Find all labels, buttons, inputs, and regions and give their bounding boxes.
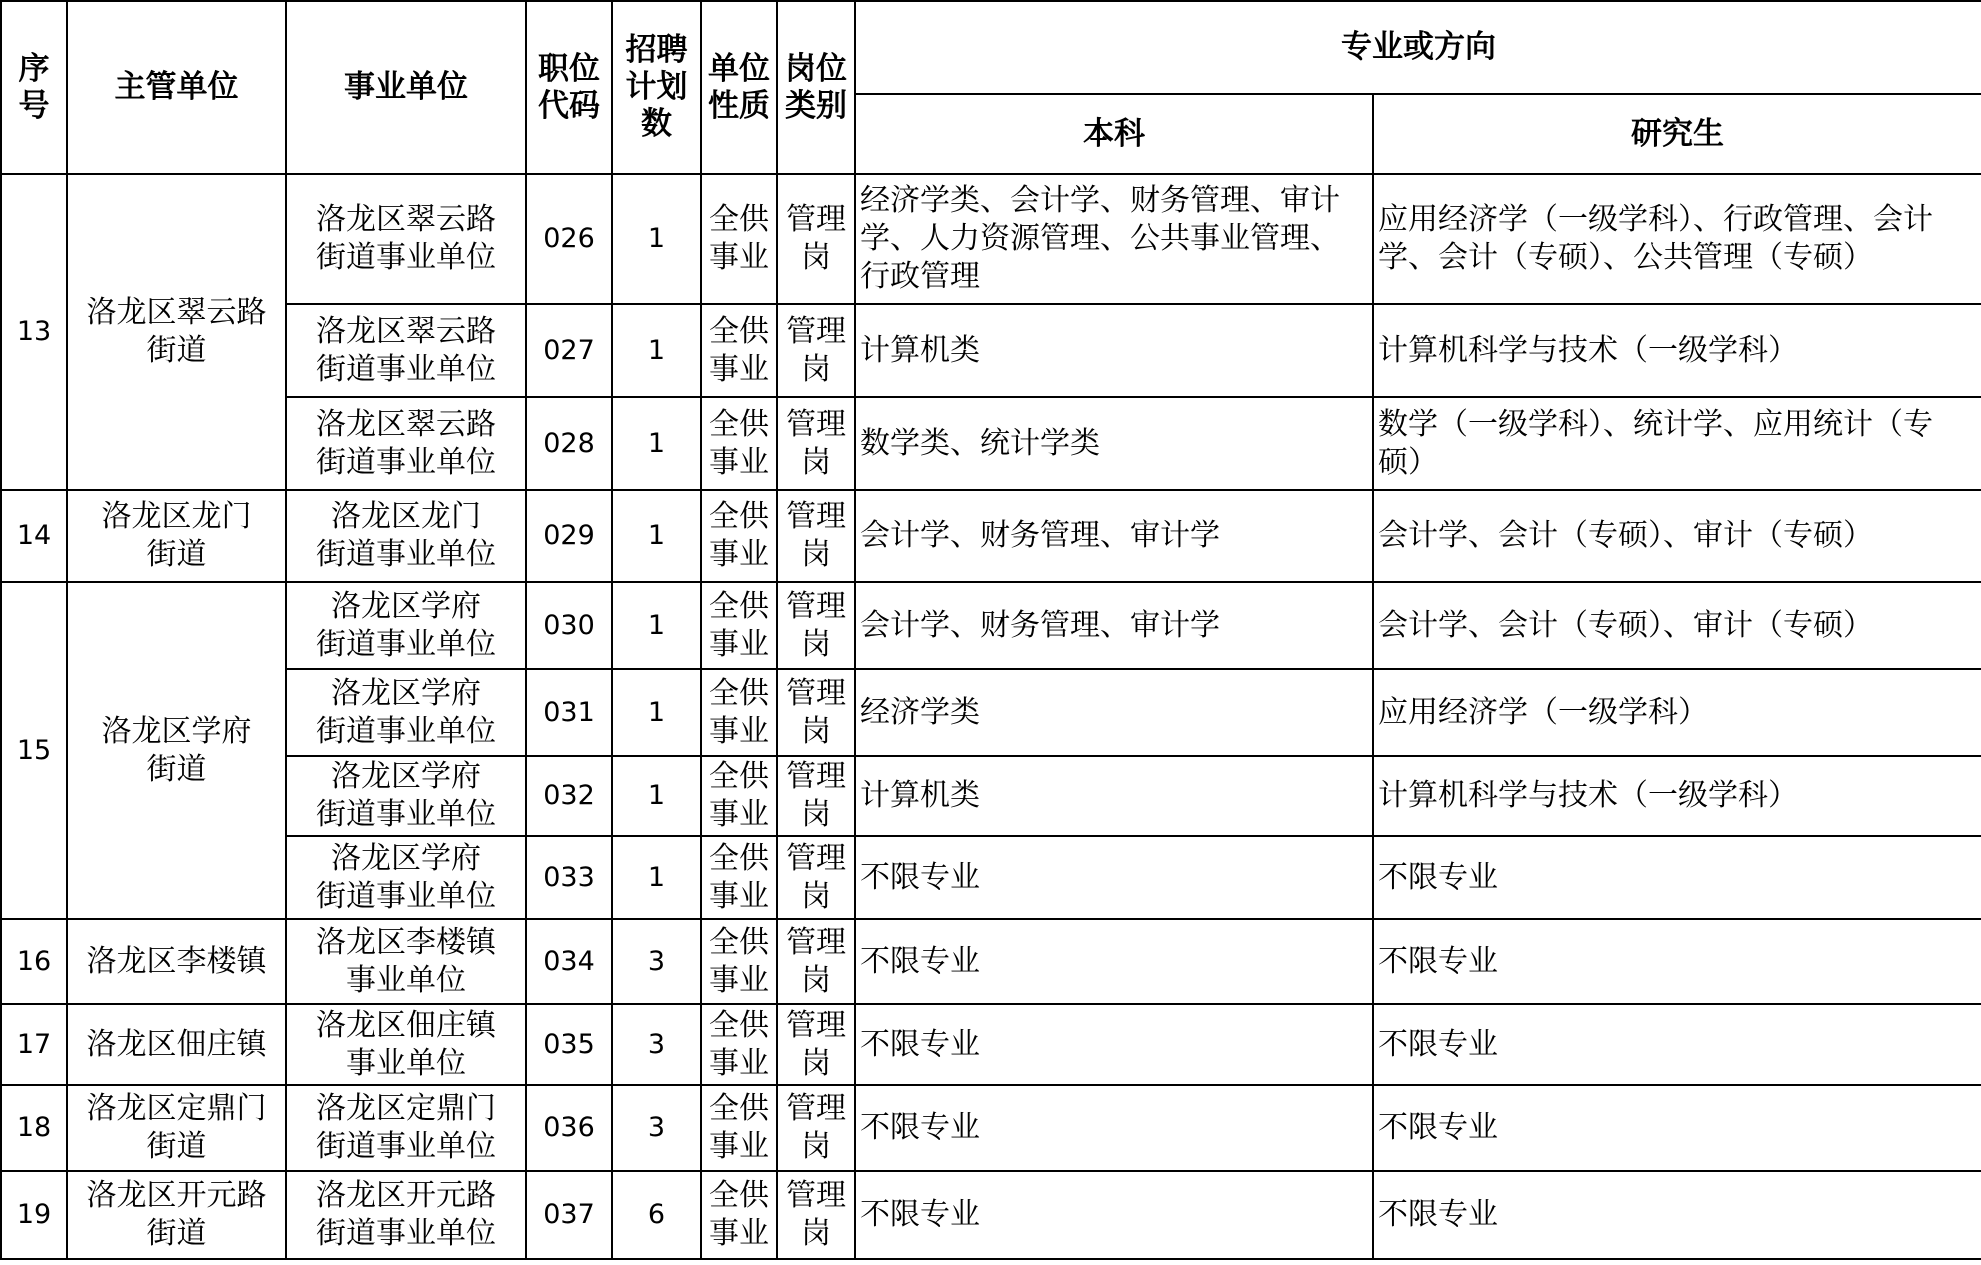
cell-category [777, 1085, 855, 1171]
cell-code [526, 756, 612, 836]
cell-seq-text: 16 [16, 945, 52, 977]
cell-undergrad [855, 397, 1373, 490]
cell-nature [701, 919, 777, 1004]
cell-unit [286, 669, 526, 756]
cell-undergrad-text: 不限专业 [860, 1197, 980, 1232]
cell-plan [612, 669, 701, 756]
cell-undergrad [855, 582, 1373, 669]
cell-seq [1, 582, 67, 919]
cell-plan-text: 1 [647, 696, 666, 728]
cell-undergrad-text: 不限专业 [860, 943, 980, 979]
cell-unit-text: 洛龙区学府 街道事业单位 [316, 759, 496, 832]
cell-unit-text: 洛龙区学府 街道事业单位 [316, 588, 496, 662]
cell-category [777, 490, 855, 582]
cell-code-text: 032 [543, 780, 595, 811]
cell-dept-text: 洛龙区定鼎门 街道 [86, 1091, 267, 1164]
cell-undergrad [855, 669, 1373, 756]
cell-undergrad [855, 836, 1373, 919]
header-seq: 序号 [1, 1, 67, 174]
cell-grad-text: 不限专业 [1378, 1026, 1498, 1062]
cell-grad [1373, 490, 1981, 582]
cell-plan-text: 3 [647, 1112, 666, 1143]
header-code: 职位 代码 [526, 1, 612, 174]
cell-nature-text: 全供 事业 [709, 1007, 769, 1081]
cell-grad-text: 会计学、会计（专硕）、审计（专硕） [1378, 518, 1873, 553]
cell-seq-text: 15 [16, 734, 52, 766]
cell-seq [1, 174, 67, 490]
cell-plan-text: 1 [647, 520, 666, 551]
cell-undergrad-text: 计算机类 [860, 332, 980, 368]
cell-grad [1373, 756, 1981, 836]
table-body [1, 174, 1981, 1259]
cell-code-text: 028 [543, 427, 595, 459]
cell-code [526, 304, 612, 397]
cell-nature-text: 全供 事业 [709, 675, 769, 749]
cell-nature-text: 全供 事业 [709, 202, 769, 275]
cell-seq-text: 13 [16, 316, 52, 347]
cell-plan [612, 174, 701, 304]
cell-unit-text: 洛龙区龙门 街道事业单位 [316, 499, 496, 572]
cell-nature [701, 756, 777, 836]
cell-dept [67, 582, 286, 919]
cell-undergrad [855, 1171, 1373, 1259]
cell-unit [286, 304, 526, 397]
cell-category [777, 397, 855, 490]
header-category: 岗位 类别 [777, 1, 855, 174]
cell-dept [67, 1004, 286, 1085]
cell-unit-text: 洛龙区学府 街道事业单位 [316, 840, 496, 914]
cell-undergrad-text: 会计学、财务管理、审计学 [860, 607, 1220, 643]
cell-nature [701, 1085, 777, 1171]
cell-dept [67, 1085, 286, 1171]
cell-plan-text: 1 [647, 861, 666, 893]
cell-unit [286, 397, 526, 490]
cell-unit [286, 756, 526, 836]
cell-nature-text: 全供 事业 [709, 759, 769, 832]
cell-dept-text: 洛龙区龙门 街道 [101, 499, 252, 572]
cell-seq [1, 1085, 67, 1171]
table-row [1, 669, 1981, 756]
cell-category-text: 管理 岗 [786, 924, 846, 998]
cell-nature [701, 669, 777, 756]
table-row [1, 756, 1981, 836]
cell-category-text: 管理 岗 [786, 202, 846, 275]
cell-nature-text: 全供 事业 [709, 840, 769, 914]
cell-category [777, 1004, 855, 1085]
cell-category-text: 管理 岗 [786, 1091, 846, 1164]
table-row [1, 397, 1981, 490]
cell-undergrad-text: 会计学、财务管理、审计学 [860, 518, 1220, 553]
table-row [1, 582, 1981, 669]
cell-undergrad-text: 数学类、统计学类 [860, 425, 1100, 461]
cell-unit [286, 1004, 526, 1085]
cell-unit-text: 洛龙区定鼎门 街道事业单位 [316, 1091, 496, 1164]
cell-grad-text: 不限专业 [1378, 859, 1498, 895]
cell-undergrad [855, 174, 1373, 304]
cell-undergrad [855, 304, 1373, 397]
cell-plan-text: 1 [647, 427, 666, 459]
cell-grad [1373, 836, 1981, 919]
cell-nature [701, 836, 777, 919]
cell-category-text: 管理 岗 [786, 1178, 846, 1251]
cell-grad-text: 应用经济学（一级学科）、行政管理、会计学、会计（专硕）、公共管理（专硕） [1378, 202, 1933, 275]
cell-grad [1373, 669, 1981, 756]
cell-nature [701, 1004, 777, 1085]
header-dept: 主管单位 [67, 1, 286, 174]
cell-undergrad [855, 1085, 1373, 1171]
cell-seq-text: 19 [16, 1199, 52, 1230]
table-row [1, 304, 1981, 397]
cell-code [526, 919, 612, 1004]
cell-code-text: 037 [543, 1199, 595, 1230]
cell-code [526, 1171, 612, 1259]
cell-code-text: 031 [543, 696, 595, 728]
cell-unit [286, 582, 526, 669]
table-row [1, 174, 1981, 304]
cell-nature-text: 全供 事业 [709, 588, 769, 662]
cell-category [777, 304, 855, 397]
cell-nature [701, 397, 777, 490]
cell-grad [1373, 1171, 1981, 1259]
cell-category-text: 管理 岗 [786, 406, 846, 480]
cell-dept-text: 洛龙区学府 街道 [101, 713, 252, 787]
table-row [1, 1004, 1981, 1085]
cell-plan [612, 304, 701, 397]
cell-dept [67, 1171, 286, 1259]
cell-plan [612, 756, 701, 836]
cell-category-text: 管理 岗 [786, 759, 846, 832]
table-row [1, 490, 1981, 582]
cell-category [777, 174, 855, 304]
table-header [1, 1, 1981, 174]
cell-seq [1, 490, 67, 582]
cell-code-text: 034 [543, 945, 595, 977]
header-unit: 事业单位 [286, 1, 526, 174]
cell-code [526, 490, 612, 582]
cell-grad [1373, 1004, 1981, 1085]
cell-undergrad-text: 不限专业 [860, 859, 980, 895]
cell-seq [1, 1004, 67, 1085]
cell-category-text: 管理 岗 [786, 588, 846, 662]
header-nature: 单位 性质 [701, 1, 777, 174]
cell-nature-text: 全供 事业 [709, 924, 769, 998]
cell-category-text: 管理 岗 [786, 840, 846, 914]
cell-grad [1373, 919, 1981, 1004]
cell-unit-text: 洛龙区学府 街道事业单位 [316, 675, 496, 749]
cell-plan [612, 397, 701, 490]
cell-plan [612, 490, 701, 582]
cell-unit-text: 洛龙区翠云路 街道事业单位 [316, 406, 496, 480]
header-major: 专业或方向 [855, 1, 1981, 94]
cell-nature [701, 304, 777, 397]
cell-nature-text: 全供 事业 [709, 1091, 769, 1164]
cell-dept [67, 174, 286, 490]
cell-nature [701, 582, 777, 669]
cell-nature-text: 全供 事业 [709, 499, 769, 572]
cell-plan [612, 1085, 701, 1171]
cell-category-text: 管理 岗 [786, 675, 846, 749]
cell-plan [612, 919, 701, 1004]
cell-dept-text: 洛龙区开元路 街道 [86, 1178, 267, 1251]
cell-undergrad [855, 490, 1373, 582]
cell-grad-text: 不限专业 [1378, 943, 1498, 979]
cell-plan-text: 3 [647, 1028, 666, 1060]
cell-code-text: 036 [543, 1112, 595, 1143]
cell-nature [701, 1171, 777, 1259]
cell-grad [1373, 1085, 1981, 1171]
table-row [1, 1085, 1981, 1171]
cell-dept-text: 洛龙区佃庄镇 [86, 1026, 267, 1062]
cell-grad [1373, 397, 1981, 490]
cell-unit-text: 洛龙区翠云路 街道事业单位 [316, 202, 496, 275]
cell-code [526, 836, 612, 919]
cell-grad [1373, 582, 1981, 669]
cell-plan-text: 1 [647, 223, 666, 254]
cell-code [526, 582, 612, 669]
cell-grad [1373, 304, 1981, 397]
cell-code [526, 669, 612, 756]
cell-unit-text: 洛龙区翠云路 街道事业单位 [316, 313, 496, 387]
cell-category [777, 756, 855, 836]
cell-plan-text: 6 [647, 1199, 666, 1230]
cell-undergrad-text: 经济学类、会计学、财务管理、审计学、人力资源管理、公共事业管理、行政管理 [860, 183, 1340, 294]
cell-category-text: 管理 岗 [786, 1007, 846, 1081]
cell-code-text: 035 [543, 1028, 595, 1060]
cell-nature-text: 全供 事业 [709, 1178, 769, 1251]
cell-seq-text: 18 [16, 1112, 52, 1143]
cell-undergrad [855, 756, 1373, 836]
cell-code [526, 397, 612, 490]
cell-nature-text: 全供 事业 [709, 406, 769, 480]
cell-grad-text: 会计学、会计（专硕）、审计（专硕） [1378, 607, 1873, 643]
cell-grad-text: 数学（一级学科）、统计学、应用统计（专硕） [1378, 406, 1933, 480]
header-plan: 招聘 计划 数 [612, 1, 701, 174]
cell-plan-text: 1 [647, 609, 666, 641]
cell-unit [286, 919, 526, 1004]
cell-dept [67, 490, 286, 582]
cell-code-text: 026 [543, 223, 595, 254]
cell-code-text: 033 [543, 861, 595, 893]
cell-grad-text: 计算机科学与技术（一级学科） [1378, 778, 1798, 813]
cell-undergrad [855, 1004, 1373, 1085]
cell-code [526, 174, 612, 304]
cell-plan [612, 1004, 701, 1085]
table-row [1, 1171, 1981, 1259]
cell-seq-text: 17 [16, 1028, 52, 1060]
cell-category [777, 669, 855, 756]
cell-plan-text: 1 [647, 780, 666, 811]
cell-code-text: 029 [543, 520, 595, 551]
cell-seq-text: 14 [16, 520, 52, 551]
cell-code-text: 030 [543, 609, 595, 641]
cell-category [777, 1171, 855, 1259]
cell-category [777, 919, 855, 1004]
header-undergrad: 本科 [855, 94, 1373, 174]
cell-plan [612, 836, 701, 919]
cell-unit [286, 490, 526, 582]
cell-code-text: 027 [543, 334, 595, 366]
cell-undergrad [855, 919, 1373, 1004]
cell-seq [1, 919, 67, 1004]
cell-dept [67, 919, 286, 1004]
cell-undergrad-text: 计算机类 [860, 778, 980, 813]
table-row [1, 919, 1981, 1004]
header-grad: 研究生 [1373, 94, 1981, 174]
cell-category [777, 836, 855, 919]
cell-unit [286, 1085, 526, 1171]
cell-category-text: 管理 岗 [786, 313, 846, 387]
cell-plan-text: 1 [647, 334, 666, 366]
cell-plan [612, 582, 701, 669]
cell-plan [612, 1171, 701, 1259]
cell-nature [701, 490, 777, 582]
cell-grad-text: 不限专业 [1378, 1197, 1498, 1232]
cell-category [777, 582, 855, 669]
cell-category-text: 管理 岗 [786, 499, 846, 572]
cell-unit-text: 洛龙区佃庄镇 事业单位 [316, 1007, 496, 1081]
cell-dept-text: 洛龙区翠云路 街道 [86, 295, 267, 368]
cell-grad-text: 应用经济学（一级学科） [1378, 694, 1708, 730]
cell-code [526, 1085, 612, 1171]
cell-seq [1, 1171, 67, 1259]
cell-plan-text: 3 [647, 945, 666, 977]
cell-grad-text: 计算机科学与技术（一级学科） [1378, 332, 1798, 368]
cell-dept-text: 洛龙区李楼镇 [86, 943, 267, 979]
cell-undergrad-text: 不限专业 [860, 1110, 980, 1145]
table-row [1, 836, 1981, 919]
cell-unit-text: 洛龙区李楼镇 事业单位 [316, 924, 496, 998]
cell-undergrad-text: 不限专业 [860, 1026, 980, 1062]
cell-nature-text: 全供 事业 [709, 313, 769, 387]
cell-nature [701, 174, 777, 304]
cell-code [526, 1004, 612, 1085]
cell-unit-text: 洛龙区开元路 街道事业单位 [316, 1178, 496, 1251]
cell-unit [286, 836, 526, 919]
cell-unit [286, 174, 526, 304]
cell-undergrad-text: 经济学类 [860, 694, 980, 730]
cell-grad [1373, 174, 1981, 304]
cell-unit [286, 1171, 526, 1259]
cell-grad-text: 不限专业 [1378, 1110, 1498, 1145]
